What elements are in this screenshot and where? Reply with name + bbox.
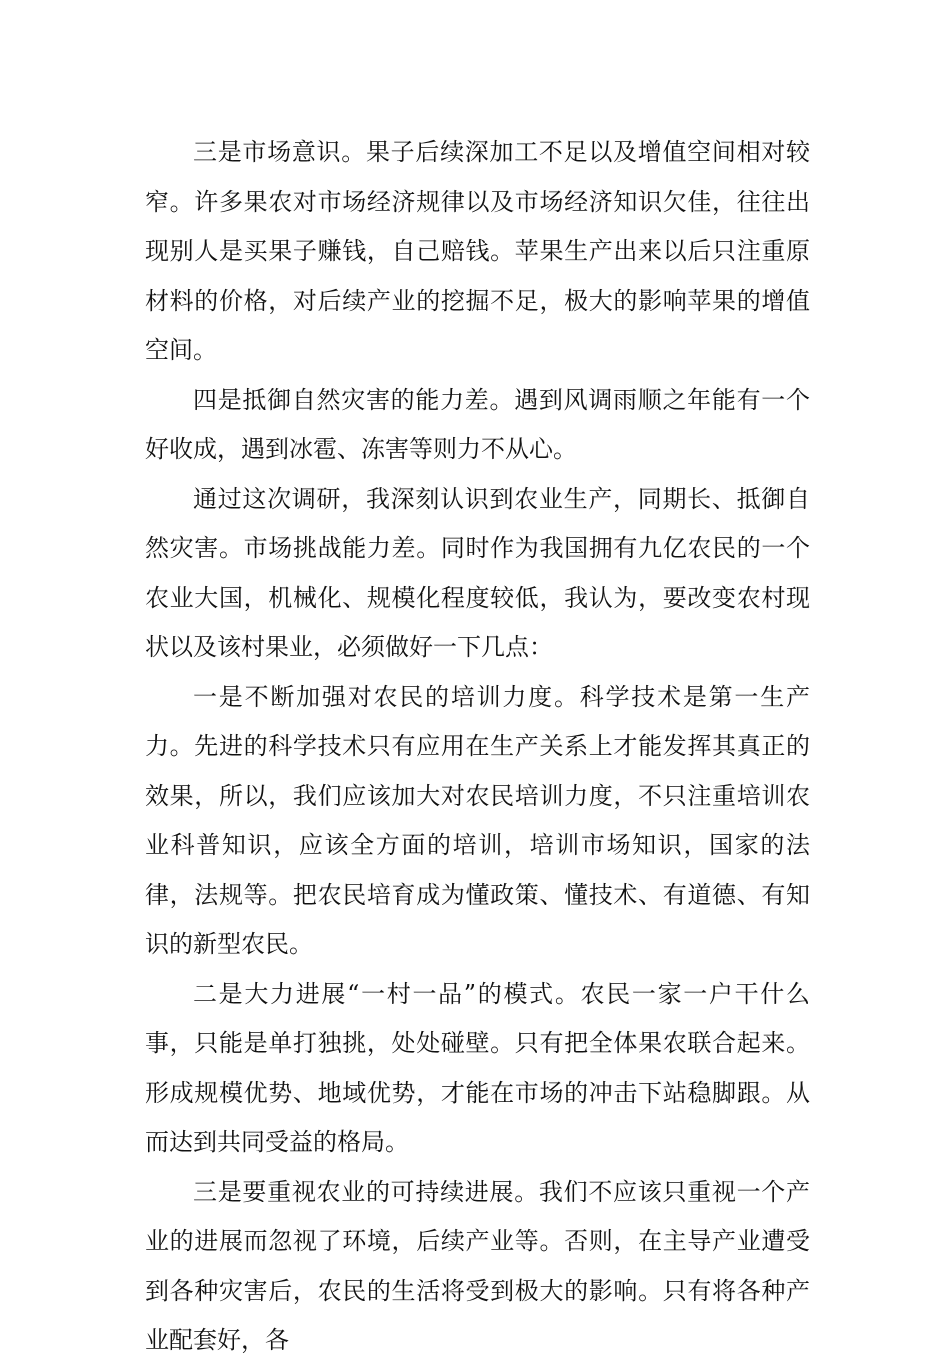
paragraph-research-conclusion: 通过这次调研，我深刻认识到农业生产，同期长、抵御自然灾害。市场挑战能力差。同时作为我国拥有九亿农民的一个农业大国，机械化、规模化程度较低，我认为，要改变农村现状以及该村果业，必须做好一下几点： [145,484,810,661]
paragraph-farmer-training: 一是不断加强对农民的培训力度。科学技术是第一生产力。先进的科学技术只有应用在生产关系上才能发挥其真正的效果，所以，我们应该加大对农民培训力度，不只注重培训农业科普知识，应该全方面的培训，培训市场知识，国家的法律，法规等。把农民培育成为懂政策、懂技术、有道德、有知识的新型农民。 [145,682,810,958]
paragraph-one-village-one-product: 二是大力进展“一村一品”的模式。农民一家一户干什么事，只能是单打独挑，处处碰壁。只有把全体果农联合起来。形成规模优势、地域优势，才能在市场的冲击下站稳脚跟。从而达到共同受益的格局。 [145,979,810,1156]
paragraph-disaster-resistance: 四是抵御自然灾害的能力差。遇到风调雨顺之年能有一个好收成，遇到冰雹、冻害等则力不从心。 [145,385,810,463]
document-body [145,128,810,1366]
paragraph-sustainable-development: 三是要重视农业的可持续进展。我们不应该只重视一个产业的进展而忽视了环境，后续产业等。否则，在主导产业遭受到各种灾害后，农民的生活将受到极大的影响。只有将各种产业配套好，各 [145,1177,810,1354]
paragraph-market-awareness: 三是市场意识。果子后续深加工不足以及增值空间相对较窄。许多果农对市场经济规律以及市场经济知识欠佳，往往出现别人是买果子赚钱，自己赔钱。苹果生产出来以后只注重原材料的价格，对后续产业的挖掘不足，极大的影响苹果的增值空间。 [145,138,810,364]
